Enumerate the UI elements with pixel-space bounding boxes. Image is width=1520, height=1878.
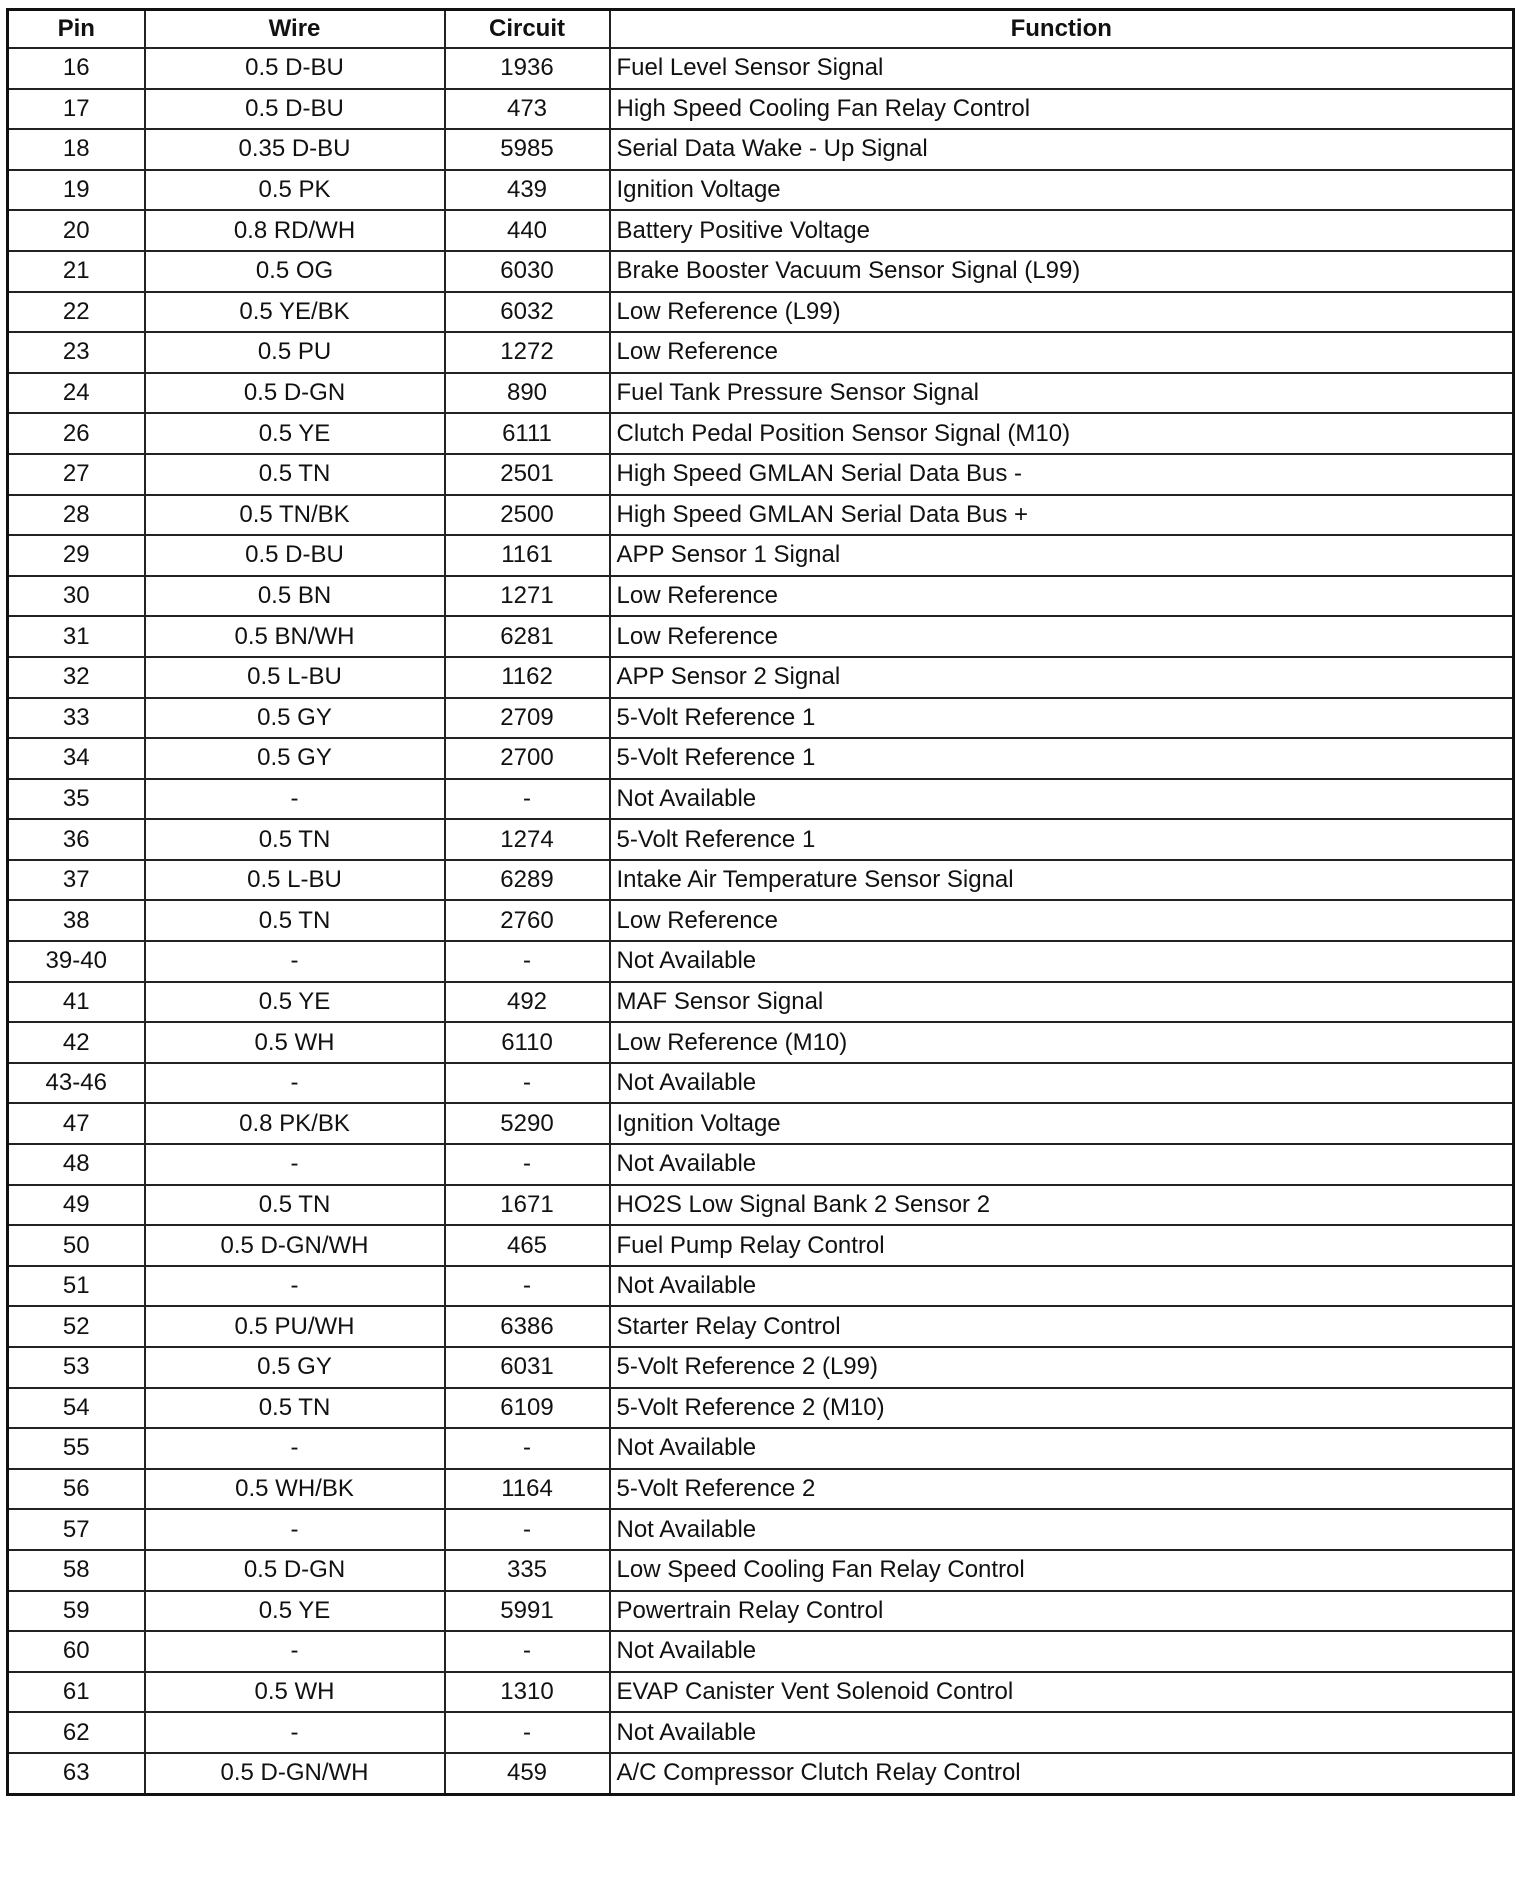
table-row <box>8 576 1514 617</box>
circuit-cell: 465 <box>445 1225 610 1266</box>
wire-cell: 0.5 D-GN/WH <box>145 1753 445 1794</box>
function-cell: Starter Relay Control <box>610 1306 1514 1347</box>
header-pin: Pin <box>8 10 145 49</box>
table-row <box>8 1428 1514 1469</box>
circuit-cell: 6111 <box>445 413 610 454</box>
wire-cell: 0.5 TN <box>145 454 445 495</box>
wire-cell: 0.5 D-BU <box>145 535 445 576</box>
function-cell: High Speed Cooling Fan Relay Control <box>610 89 1514 130</box>
circuit-cell: - <box>445 1144 610 1185</box>
table-row <box>8 332 1514 373</box>
table-row <box>8 1103 1514 1144</box>
header-wire: Wire <box>145 10 445 49</box>
table-row <box>8 819 1514 860</box>
function-cell: Low Reference <box>610 576 1514 617</box>
wire-cell: - <box>145 1631 445 1672</box>
circuit-cell: 5991 <box>445 1591 610 1632</box>
table-row <box>8 1185 1514 1226</box>
pin-cell: 22 <box>8 292 145 333</box>
circuit-cell: 5290 <box>445 1103 610 1144</box>
function-cell: Low Reference <box>610 616 1514 657</box>
wire-cell: 0.8 RD/WH <box>145 210 445 251</box>
header-function: Function <box>610 10 1514 49</box>
pin-cell: 47 <box>8 1103 145 1144</box>
pin-cell: 26 <box>8 413 145 454</box>
wire-cell: 0.5 TN <box>145 900 445 941</box>
circuit-cell: - <box>445 1428 610 1469</box>
function-cell: 5-Volt Reference 1 <box>610 698 1514 739</box>
wire-cell: 0.5 YE/BK <box>145 292 445 333</box>
circuit-cell: 1161 <box>445 535 610 576</box>
function-cell: Ignition Voltage <box>610 1103 1514 1144</box>
function-cell: Not Available <box>610 1712 1514 1753</box>
wire-cell: 0.5 PK <box>145 170 445 211</box>
pin-cell: 52 <box>8 1306 145 1347</box>
circuit-cell: - <box>445 1631 610 1672</box>
pin-cell: 32 <box>8 657 145 698</box>
pin-cell: 63 <box>8 1753 145 1794</box>
function-cell: Fuel Level Sensor Signal <box>610 48 1514 89</box>
circuit-cell: 440 <box>445 210 610 251</box>
table-row <box>8 900 1514 941</box>
pin-cell: 24 <box>8 373 145 414</box>
wire-cell: 0.5 GY <box>145 738 445 779</box>
wire-cell: 0.5 WH <box>145 1672 445 1713</box>
wire-cell: 0.5 BN/WH <box>145 616 445 657</box>
wire-cell: 0.5 YE <box>145 982 445 1023</box>
circuit-cell: - <box>445 941 610 982</box>
wire-cell: 0.5 TN <box>145 1185 445 1226</box>
pin-cell: 54 <box>8 1388 145 1429</box>
function-cell: Serial Data Wake - Up Signal <box>610 129 1514 170</box>
pin-cell: 49 <box>8 1185 145 1226</box>
pin-cell: 34 <box>8 738 145 779</box>
table-row <box>8 48 1514 89</box>
pin-cell: 60 <box>8 1631 145 1672</box>
pin-cell: 55 <box>8 1428 145 1469</box>
circuit-cell: 6109 <box>445 1388 610 1429</box>
table-row <box>8 698 1514 739</box>
function-cell: Not Available <box>610 1428 1514 1469</box>
function-cell: HO2S Low Signal Bank 2 Sensor 2 <box>610 1185 1514 1226</box>
wire-cell: 0.5 YE <box>145 1591 445 1632</box>
pin-cell: 39-40 <box>8 941 145 982</box>
function-cell: Not Available <box>610 1144 1514 1185</box>
function-cell: APP Sensor 1 Signal <box>610 535 1514 576</box>
circuit-cell: 1271 <box>445 576 610 617</box>
function-cell: EVAP Canister Vent Solenoid Control <box>610 1672 1514 1713</box>
table-row <box>8 1063 1514 1104</box>
pinout-sheet <box>6 8 1512 1796</box>
circuit-cell: - <box>445 1266 610 1307</box>
table-row <box>8 1225 1514 1266</box>
pin-cell: 29 <box>8 535 145 576</box>
function-cell: 5-Volt Reference 1 <box>610 819 1514 860</box>
circuit-cell: 1936 <box>445 48 610 89</box>
circuit-cell: - <box>445 779 610 820</box>
table-row <box>8 454 1514 495</box>
table-row <box>8 292 1514 333</box>
table-row <box>8 1144 1514 1185</box>
circuit-cell: 492 <box>445 982 610 1023</box>
wire-cell: 0.5 TN/BK <box>145 495 445 536</box>
function-cell: Not Available <box>610 779 1514 820</box>
circuit-cell: 2700 <box>445 738 610 779</box>
pin-cell: 61 <box>8 1672 145 1713</box>
circuit-cell: 1162 <box>445 657 610 698</box>
function-cell: Low Reference (L99) <box>610 292 1514 333</box>
circuit-cell: 6386 <box>445 1306 610 1347</box>
pin-cell: 19 <box>8 170 145 211</box>
table-header <box>8 10 1514 49</box>
wire-cell: 0.5 PU <box>145 332 445 373</box>
circuit-cell: 459 <box>445 1753 610 1794</box>
function-cell: Battery Positive Voltage <box>610 210 1514 251</box>
table-row <box>8 1631 1514 1672</box>
circuit-cell: 2709 <box>445 698 610 739</box>
pin-cell: 28 <box>8 495 145 536</box>
circuit-cell: 439 <box>445 170 610 211</box>
pin-cell: 27 <box>8 454 145 495</box>
pin-cell: 53 <box>8 1347 145 1388</box>
wire-cell: 0.35 D-BU <box>145 129 445 170</box>
wire-cell: 0.5 D-GN/WH <box>145 1225 445 1266</box>
function-cell: Not Available <box>610 1063 1514 1104</box>
function-cell: Clutch Pedal Position Sensor Signal (M10) <box>610 413 1514 454</box>
pin-cell: 33 <box>8 698 145 739</box>
pin-cell: 37 <box>8 860 145 901</box>
table-row <box>8 1672 1514 1713</box>
wire-cell: 0.5 GY <box>145 698 445 739</box>
circuit-cell: 335 <box>445 1550 610 1591</box>
pin-cell: 56 <box>8 1469 145 1510</box>
table-row <box>8 1591 1514 1632</box>
pin-cell: 38 <box>8 900 145 941</box>
circuit-cell: 1274 <box>445 819 610 860</box>
function-cell: MAF Sensor Signal <box>610 982 1514 1023</box>
wire-cell: 0.5 YE <box>145 413 445 454</box>
pin-cell: 23 <box>8 332 145 373</box>
circuit-cell: 473 <box>445 89 610 130</box>
function-cell: Low Speed Cooling Fan Relay Control <box>610 1550 1514 1591</box>
circuit-cell: 2501 <box>445 454 610 495</box>
function-cell: A/C Compressor Clutch Relay Control <box>610 1753 1514 1794</box>
table-row <box>8 779 1514 820</box>
wire-cell: 0.5 D-BU <box>145 48 445 89</box>
header-circuit: Circuit <box>445 10 610 49</box>
table-row <box>8 616 1514 657</box>
table-row <box>8 657 1514 698</box>
circuit-cell: 6032 <box>445 292 610 333</box>
pin-cell: 43-46 <box>8 1063 145 1104</box>
pin-cell: 58 <box>8 1550 145 1591</box>
table-row <box>8 89 1514 130</box>
circuit-cell: 2760 <box>445 900 610 941</box>
function-cell: Low Reference (M10) <box>610 1022 1514 1063</box>
connector-pinout-table <box>6 8 1515 1796</box>
table-row <box>8 1306 1514 1347</box>
pin-cell: 41 <box>8 982 145 1023</box>
pin-cell: 42 <box>8 1022 145 1063</box>
function-cell: Brake Booster Vacuum Sensor Signal (L99) <box>610 251 1514 292</box>
pin-cell: 36 <box>8 819 145 860</box>
function-cell: 5-Volt Reference 2 (M10) <box>610 1388 1514 1429</box>
function-cell: High Speed GMLAN Serial Data Bus - <box>610 454 1514 495</box>
function-cell: Fuel Tank Pressure Sensor Signal <box>610 373 1514 414</box>
function-cell: Not Available <box>610 1266 1514 1307</box>
circuit-cell: - <box>445 1712 610 1753</box>
table-row <box>8 210 1514 251</box>
table-row <box>8 251 1514 292</box>
circuit-cell: 1272 <box>445 332 610 373</box>
function-cell: Not Available <box>610 1509 1514 1550</box>
wire-cell: 0.5 TN <box>145 1388 445 1429</box>
function-cell: APP Sensor 2 Signal <box>610 657 1514 698</box>
table-row <box>8 982 1514 1023</box>
wire-cell: 0.8 PK/BK <box>145 1103 445 1144</box>
function-cell: 5-Volt Reference 1 <box>610 738 1514 779</box>
function-cell: Intake Air Temperature Sensor Signal <box>610 860 1514 901</box>
wire-cell: 0.5 D-GN <box>145 1550 445 1591</box>
circuit-cell: 890 <box>445 373 610 414</box>
circuit-cell: - <box>445 1509 610 1550</box>
wire-cell: 0.5 D-GN <box>145 373 445 414</box>
pin-cell: 51 <box>8 1266 145 1307</box>
table-row <box>8 1022 1514 1063</box>
pin-cell: 48 <box>8 1144 145 1185</box>
function-cell: Not Available <box>610 1631 1514 1672</box>
pin-cell: 20 <box>8 210 145 251</box>
pin-cell: 57 <box>8 1509 145 1550</box>
wire-cell: 0.5 WH <box>145 1022 445 1063</box>
wire-cell: 0.5 BN <box>145 576 445 617</box>
circuit-cell: - <box>445 1063 610 1104</box>
circuit-cell: 6110 <box>445 1022 610 1063</box>
pin-cell: 17 <box>8 89 145 130</box>
table-row <box>8 1550 1514 1591</box>
wire-cell: - <box>145 1266 445 1307</box>
wire-cell: - <box>145 1063 445 1104</box>
pin-cell: 31 <box>8 616 145 657</box>
wire-cell: 0.5 L-BU <box>145 657 445 698</box>
table-row <box>8 1347 1514 1388</box>
circuit-cell: 6030 <box>445 251 610 292</box>
circuit-cell: 6281 <box>445 616 610 657</box>
table-row <box>8 535 1514 576</box>
function-cell: Ignition Voltage <box>610 170 1514 211</box>
table-row <box>8 1388 1514 1429</box>
function-cell: Fuel Pump Relay Control <box>610 1225 1514 1266</box>
table-row <box>8 1712 1514 1753</box>
circuit-cell: 5985 <box>445 129 610 170</box>
pin-cell: 18 <box>8 129 145 170</box>
table-row <box>8 1266 1514 1307</box>
circuit-cell: 1671 <box>445 1185 610 1226</box>
function-cell: Powertrain Relay Control <box>610 1591 1514 1632</box>
table-row <box>8 413 1514 454</box>
wire-cell: - <box>145 1428 445 1469</box>
wire-cell: - <box>145 1509 445 1550</box>
table-row <box>8 495 1514 536</box>
header-row <box>8 10 1514 49</box>
function-cell: Low Reference <box>610 332 1514 373</box>
table-row <box>8 373 1514 414</box>
pin-cell: 21 <box>8 251 145 292</box>
function-cell: 5-Volt Reference 2 (L99) <box>610 1347 1514 1388</box>
table-row <box>8 860 1514 901</box>
wire-cell: 0.5 GY <box>145 1347 445 1388</box>
wire-cell: - <box>145 779 445 820</box>
table-row <box>8 1509 1514 1550</box>
table-row <box>8 1469 1514 1510</box>
pin-cell: 30 <box>8 576 145 617</box>
pin-cell: 50 <box>8 1225 145 1266</box>
function-cell: Low Reference <box>610 900 1514 941</box>
wire-cell: 0.5 D-BU <box>145 89 445 130</box>
wire-cell: - <box>145 941 445 982</box>
wire-cell: 0.5 OG <box>145 251 445 292</box>
circuit-cell: 1310 <box>445 1672 610 1713</box>
function-cell: High Speed GMLAN Serial Data Bus + <box>610 495 1514 536</box>
circuit-cell: 2500 <box>445 495 610 536</box>
circuit-cell: 6289 <box>445 860 610 901</box>
function-cell: 5-Volt Reference 2 <box>610 1469 1514 1510</box>
pin-cell: 59 <box>8 1591 145 1632</box>
table-row <box>8 1753 1514 1794</box>
table-row <box>8 738 1514 779</box>
wire-cell: 0.5 WH/BK <box>145 1469 445 1510</box>
table-row <box>8 129 1514 170</box>
table-row <box>8 170 1514 211</box>
function-cell: Not Available <box>610 941 1514 982</box>
circuit-cell: 1164 <box>445 1469 610 1510</box>
pin-cell: 16 <box>8 48 145 89</box>
pin-cell: 62 <box>8 1712 145 1753</box>
wire-cell: 0.5 L-BU <box>145 860 445 901</box>
pin-cell: 35 <box>8 779 145 820</box>
wire-cell: - <box>145 1144 445 1185</box>
wire-cell: 0.5 TN <box>145 819 445 860</box>
circuit-cell: 6031 <box>445 1347 610 1388</box>
table-row <box>8 941 1514 982</box>
table-body <box>8 48 1514 1794</box>
wire-cell: 0.5 PU/WH <box>145 1306 445 1347</box>
wire-cell: - <box>145 1712 445 1753</box>
